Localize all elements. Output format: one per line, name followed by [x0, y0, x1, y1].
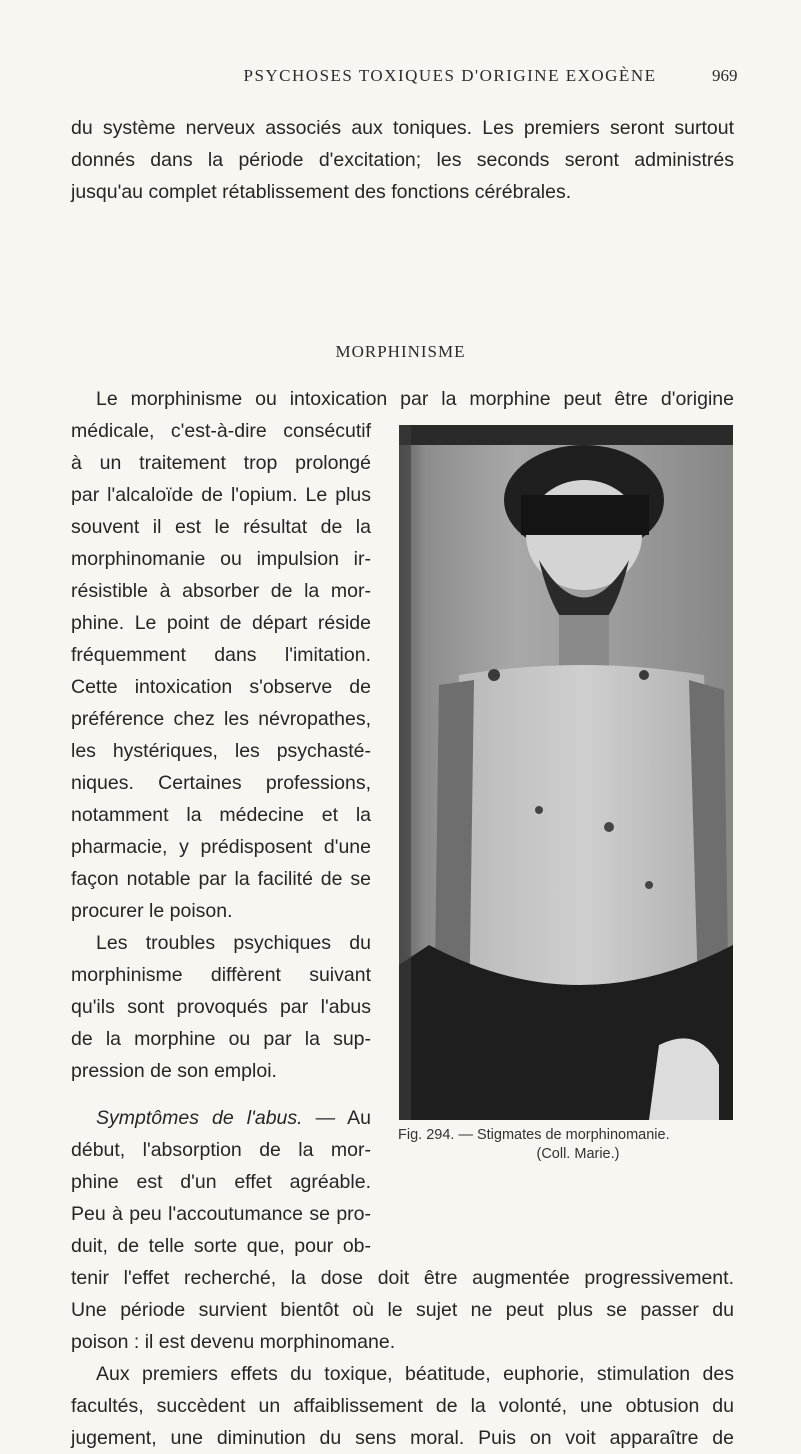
- intro-line-2: donnés dans la période d'excitation; les seconds seront administrés: [71, 149, 734, 171]
- para3-first-line: [96, 1102, 371, 1134]
- para1-line: par l'alcaloïde de l'opium. Le plus: [71, 484, 371, 506]
- running-title: PSYCHOSES TOXIQUES D'ORIGINE EXOGÈNE: [243, 66, 657, 85]
- para3-line: Peu à peu l'accoutumance se pro-: [71, 1203, 371, 1225]
- para1-line: pharmacie, y prédisposent d'une: [71, 836, 371, 858]
- para1-line: phine. Le point de départ réside: [71, 612, 371, 634]
- para1-line: préférence chez les névropathes,: [71, 708, 371, 730]
- figure-photograph: [399, 425, 733, 1120]
- para1-line: façon notable par la facilité de se: [71, 868, 371, 890]
- para3-line: duit, de telle sorte que, pour ob-: [71, 1235, 371, 1257]
- para2-line: qu'ils sont provoqués par l'abus: [71, 996, 371, 1018]
- para1-line: Cette intoxication s'observe de: [71, 676, 371, 698]
- figure-caption-line-2: (Coll. Marie.): [536, 1146, 620, 1162]
- para3-first-rest: — Au: [302, 1107, 371, 1129]
- para4-line: facultés, succèdent un affaiblissement de la volonté, une obtusion du: [71, 1395, 734, 1417]
- figure-photograph-drawing: [399, 425, 733, 1120]
- para2-line: de la morphine ou par la sup-: [71, 1028, 371, 1050]
- para1-line: souvent il est le résultat de la: [71, 516, 371, 538]
- para2-line: morphinisme diffèrent suivant: [71, 964, 371, 986]
- para3-full-line: Une période survient bientôt où le sujet ne peut plus se passer du: [71, 1299, 734, 1321]
- para1-line: à un traitement trop prolongé: [71, 452, 371, 474]
- para1-line: les hystériques, les psychasté-: [71, 740, 371, 762]
- para1-line: niques. Certaines professions,: [71, 772, 371, 794]
- para1-line-0: Le morphinisme ou intoxication par la morphine peut être d'origine: [96, 388, 734, 410]
- section-title: MORPHINISME: [335, 342, 466, 361]
- figure-caption: [398, 1126, 738, 1164]
- intro-line-1: du système nerveux associés aux toniques. Les premiers seront surtout: [71, 117, 734, 139]
- para3-line: phine est d'un effet agréable.: [71, 1171, 371, 1193]
- para3-full-line: tenir l'effet recherché, la dose doit être augmentée progressivement.: [71, 1267, 734, 1289]
- para4-line: jugement, une diminution du sens moral. Puis on voit apparaître de: [71, 1427, 734, 1449]
- page-number: 969: [712, 66, 738, 85]
- para4-line: Aux premiers effets du toxique, béatitude, euphorie, stimulation des: [96, 1363, 734, 1385]
- para2-line: Les troubles psychiques du: [96, 932, 371, 954]
- para1-line: résistible à absorber de la mor-: [71, 580, 371, 602]
- para3-line: début, l'absorption de la mor-: [71, 1139, 371, 1161]
- intro-line-3: jusqu'au complet rétablissement des fonctions cérébrales.: [71, 181, 572, 203]
- para2-line: pression de son emploi.: [71, 1060, 277, 1082]
- para3-full-line: poison : il est devenu morphinomane.: [71, 1331, 396, 1353]
- subsection-heading: Symptômes de l'abus.: [96, 1107, 303, 1129]
- figure-caption-line-1: Fig. 294. — Stigmates de morphinomanie.: [398, 1127, 670, 1143]
- para1-line: morphinomanie ou impulsion ir-: [71, 548, 371, 570]
- para1-line: fréquemment dans l'imitation.: [71, 644, 371, 666]
- para1-line: procurer le poison.: [71, 900, 233, 922]
- para1-line: notamment la médecine et la: [71, 804, 371, 826]
- para1-line: médicale, c'est-à-dire consécutif: [71, 420, 371, 442]
